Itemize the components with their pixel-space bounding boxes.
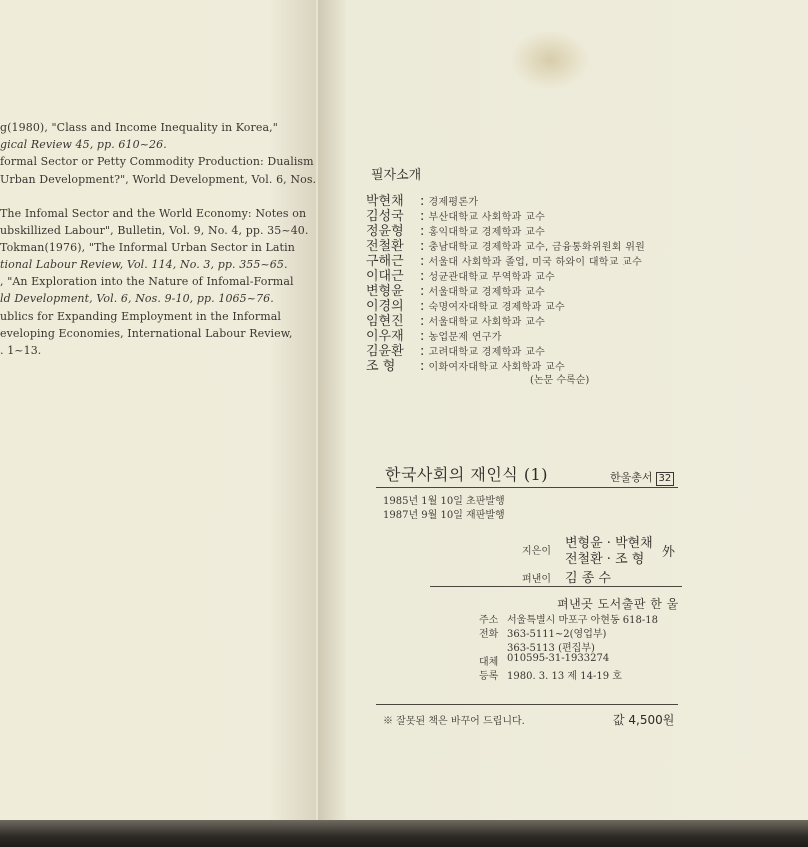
author-desc: 부산대학교 사회학과 교수 <box>428 212 546 223</box>
authors-label: 지은이 <box>522 546 551 557</box>
reference-line: . 1~13. <box>0 344 42 357</box>
reference-line: ld Development, Vol. 6, Nos. 9-10, pp. 1065~76. <box>0 292 274 305</box>
registration-value: 1980. 3. 13 제 14-19 호 <box>507 671 622 682</box>
colophon-authors-line1: 변형윤 · 박현채 <box>565 536 653 551</box>
author-row: 김윤환 : 고려대학교 경제학과 교수 <box>366 340 545 359</box>
transfer-value: 010595-31-1933274 <box>507 653 610 664</box>
book-title: 한국사회의 재인식 (1) <box>385 465 548 484</box>
author-name: 조 형 <box>366 359 396 374</box>
author-row: 전철환 : 충남대학교 경제학과 교수, 금융통화위원회 위원 <box>366 235 645 254</box>
author-name: 박현채 <box>366 194 404 209</box>
author-desc: 이화여자대학교 사회학과 교수 <box>428 362 565 373</box>
author-name: 이대근 <box>366 269 404 284</box>
publishing-house: 펴낸곳 도서출판 한 울 <box>557 597 679 611</box>
reference-line: Tokman(1976), "The Informal Urban Sector in Latin <box>0 241 295 254</box>
colophon-authors-line2: 전철환 · 조 형 <box>565 552 645 567</box>
author-name: 정윤형 <box>366 224 404 239</box>
authors-order-note: (논문 수록순) <box>530 375 590 386</box>
author-row: 이대근 : 성균관대학교 무역학과 교수 <box>366 265 555 284</box>
author-row: 임현진 : 서울대학교 사회학과 교수 <box>366 310 545 329</box>
author-row: 조 형 : 이화여자대학교 사회학과 교수 <box>366 355 565 374</box>
bottom-rule <box>376 704 678 705</box>
phone-value: 363-5111~2(영업부) <box>507 629 607 640</box>
series-name: 한울총서 <box>610 471 653 484</box>
author-name: 구해근 <box>366 254 404 269</box>
registration-label: 등록 <box>479 671 499 682</box>
reference-line: tional Labour Review, Vol. 114, No. 3, pp. 355~65. <box>0 258 288 271</box>
author-row: 변형윤 : 서울대학교 경제학과 교수 <box>366 280 545 299</box>
reference-line: , "An Exploration into the Nature of Infomal-Formal <box>0 275 294 288</box>
authors-suffix: 外 <box>662 545 676 560</box>
phone-value: 363-5113 (편집부) <box>507 643 595 654</box>
address-value: 서울특별시 마포구 아현동 618-18 <box>507 615 658 626</box>
reference-line: formal Sector or Petty Commodity Production: Dualism <box>0 155 314 168</box>
publisher-name: 김 종 수 <box>565 571 611 586</box>
author-desc: 서울대학교 사회학과 교수 <box>428 317 546 328</box>
author-row: 이우재 : 농업문제 연구가 <box>366 325 502 344</box>
right-page <box>318 0 808 826</box>
edition-line: 1985년 1월 10일 초판발행 <box>383 496 505 507</box>
author-desc: 홍익대학교 경제학과 교수 <box>428 227 546 238</box>
publisher-label: 펴낸이 <box>522 574 551 585</box>
reference-line: ublics for Expanding Employment in the Informal <box>0 310 282 323</box>
address-label: 주소 <box>479 615 499 626</box>
author-name: 김성국 <box>366 209 404 224</box>
author-desc: 성균관대학교 무역학과 교수 <box>428 272 555 283</box>
author-desc: 고려대학교 경제학과 교수 <box>428 347 546 358</box>
reference-line: g(1980), "Class and Income Inequality in Korea," <box>0 121 278 134</box>
price: 값 4,500원 <box>613 713 675 727</box>
left-page <box>0 0 316 820</box>
author-name: 변형윤 <box>366 284 404 299</box>
author-name: 이우재 <box>366 329 404 344</box>
author-desc: 서울대 사회학과 졸업, 미국 하와이 대학교 교수 <box>428 257 643 268</box>
author-row: 정윤형 : 홍익대학교 경제학과 교수 <box>366 220 545 239</box>
author-name: 임현진 <box>366 314 404 329</box>
author-desc: 서울대학교 경제학과 교수 <box>428 287 546 298</box>
author-name: 전철환 <box>366 239 404 254</box>
reference-line: eveloping Economies, International Labour Review, <box>0 327 293 340</box>
author-name: 김윤환 <box>366 344 404 359</box>
authors-heading: 필자소개 <box>371 168 422 183</box>
reference-line: ubskillized Labour", Bulletin, Vol. 9, No. 4, pp. 35~40. <box>0 224 309 237</box>
series-label <box>610 469 674 486</box>
author-desc: 숙명여자대학교 경제학과 교수 <box>428 302 565 313</box>
phone-label: 전화 <box>479 629 499 640</box>
author-row: 김성국 : 부산대학교 사회학과 교수 <box>366 205 545 224</box>
publisher-rule <box>430 586 682 587</box>
transfer-label: 대체 <box>479 657 499 668</box>
author-row: 이경의 : 숙명여자대학교 경제학과 교수 <box>366 295 565 314</box>
series-number: 32 <box>656 472 675 486</box>
reference-line: The Infomal Sector and the World Economy: Notes on <box>0 207 307 220</box>
author-name: 이경의 <box>366 299 404 314</box>
author-desc: 농업문제 연구가 <box>428 332 502 343</box>
title-rule <box>376 487 678 488</box>
scan-bottom-edge <box>0 820 808 847</box>
author-row: 박현채 : 경제평론가 <box>366 190 478 209</box>
exchange-notice: ※ 잘못된 책은 바꾸어 드립니다. <box>383 716 525 727</box>
reference-line: Urban Development?", World Development, Vol. 6, Nos. <box>0 173 316 186</box>
reference-line: gical Review 45, pp. 610~26. <box>0 138 167 151</box>
paper-stain <box>510 30 590 90</box>
author-row: 구해근 : 서울대 사회학과 졸업, 미국 하와이 대학교 교수 <box>366 250 642 269</box>
author-desc: 경제평론가 <box>428 197 479 208</box>
edition-line: 1987년 9월 10일 재판발행 <box>383 510 505 521</box>
author-desc: 충남대학교 경제학과 교수, 금융통화위원회 위원 <box>428 242 646 253</box>
